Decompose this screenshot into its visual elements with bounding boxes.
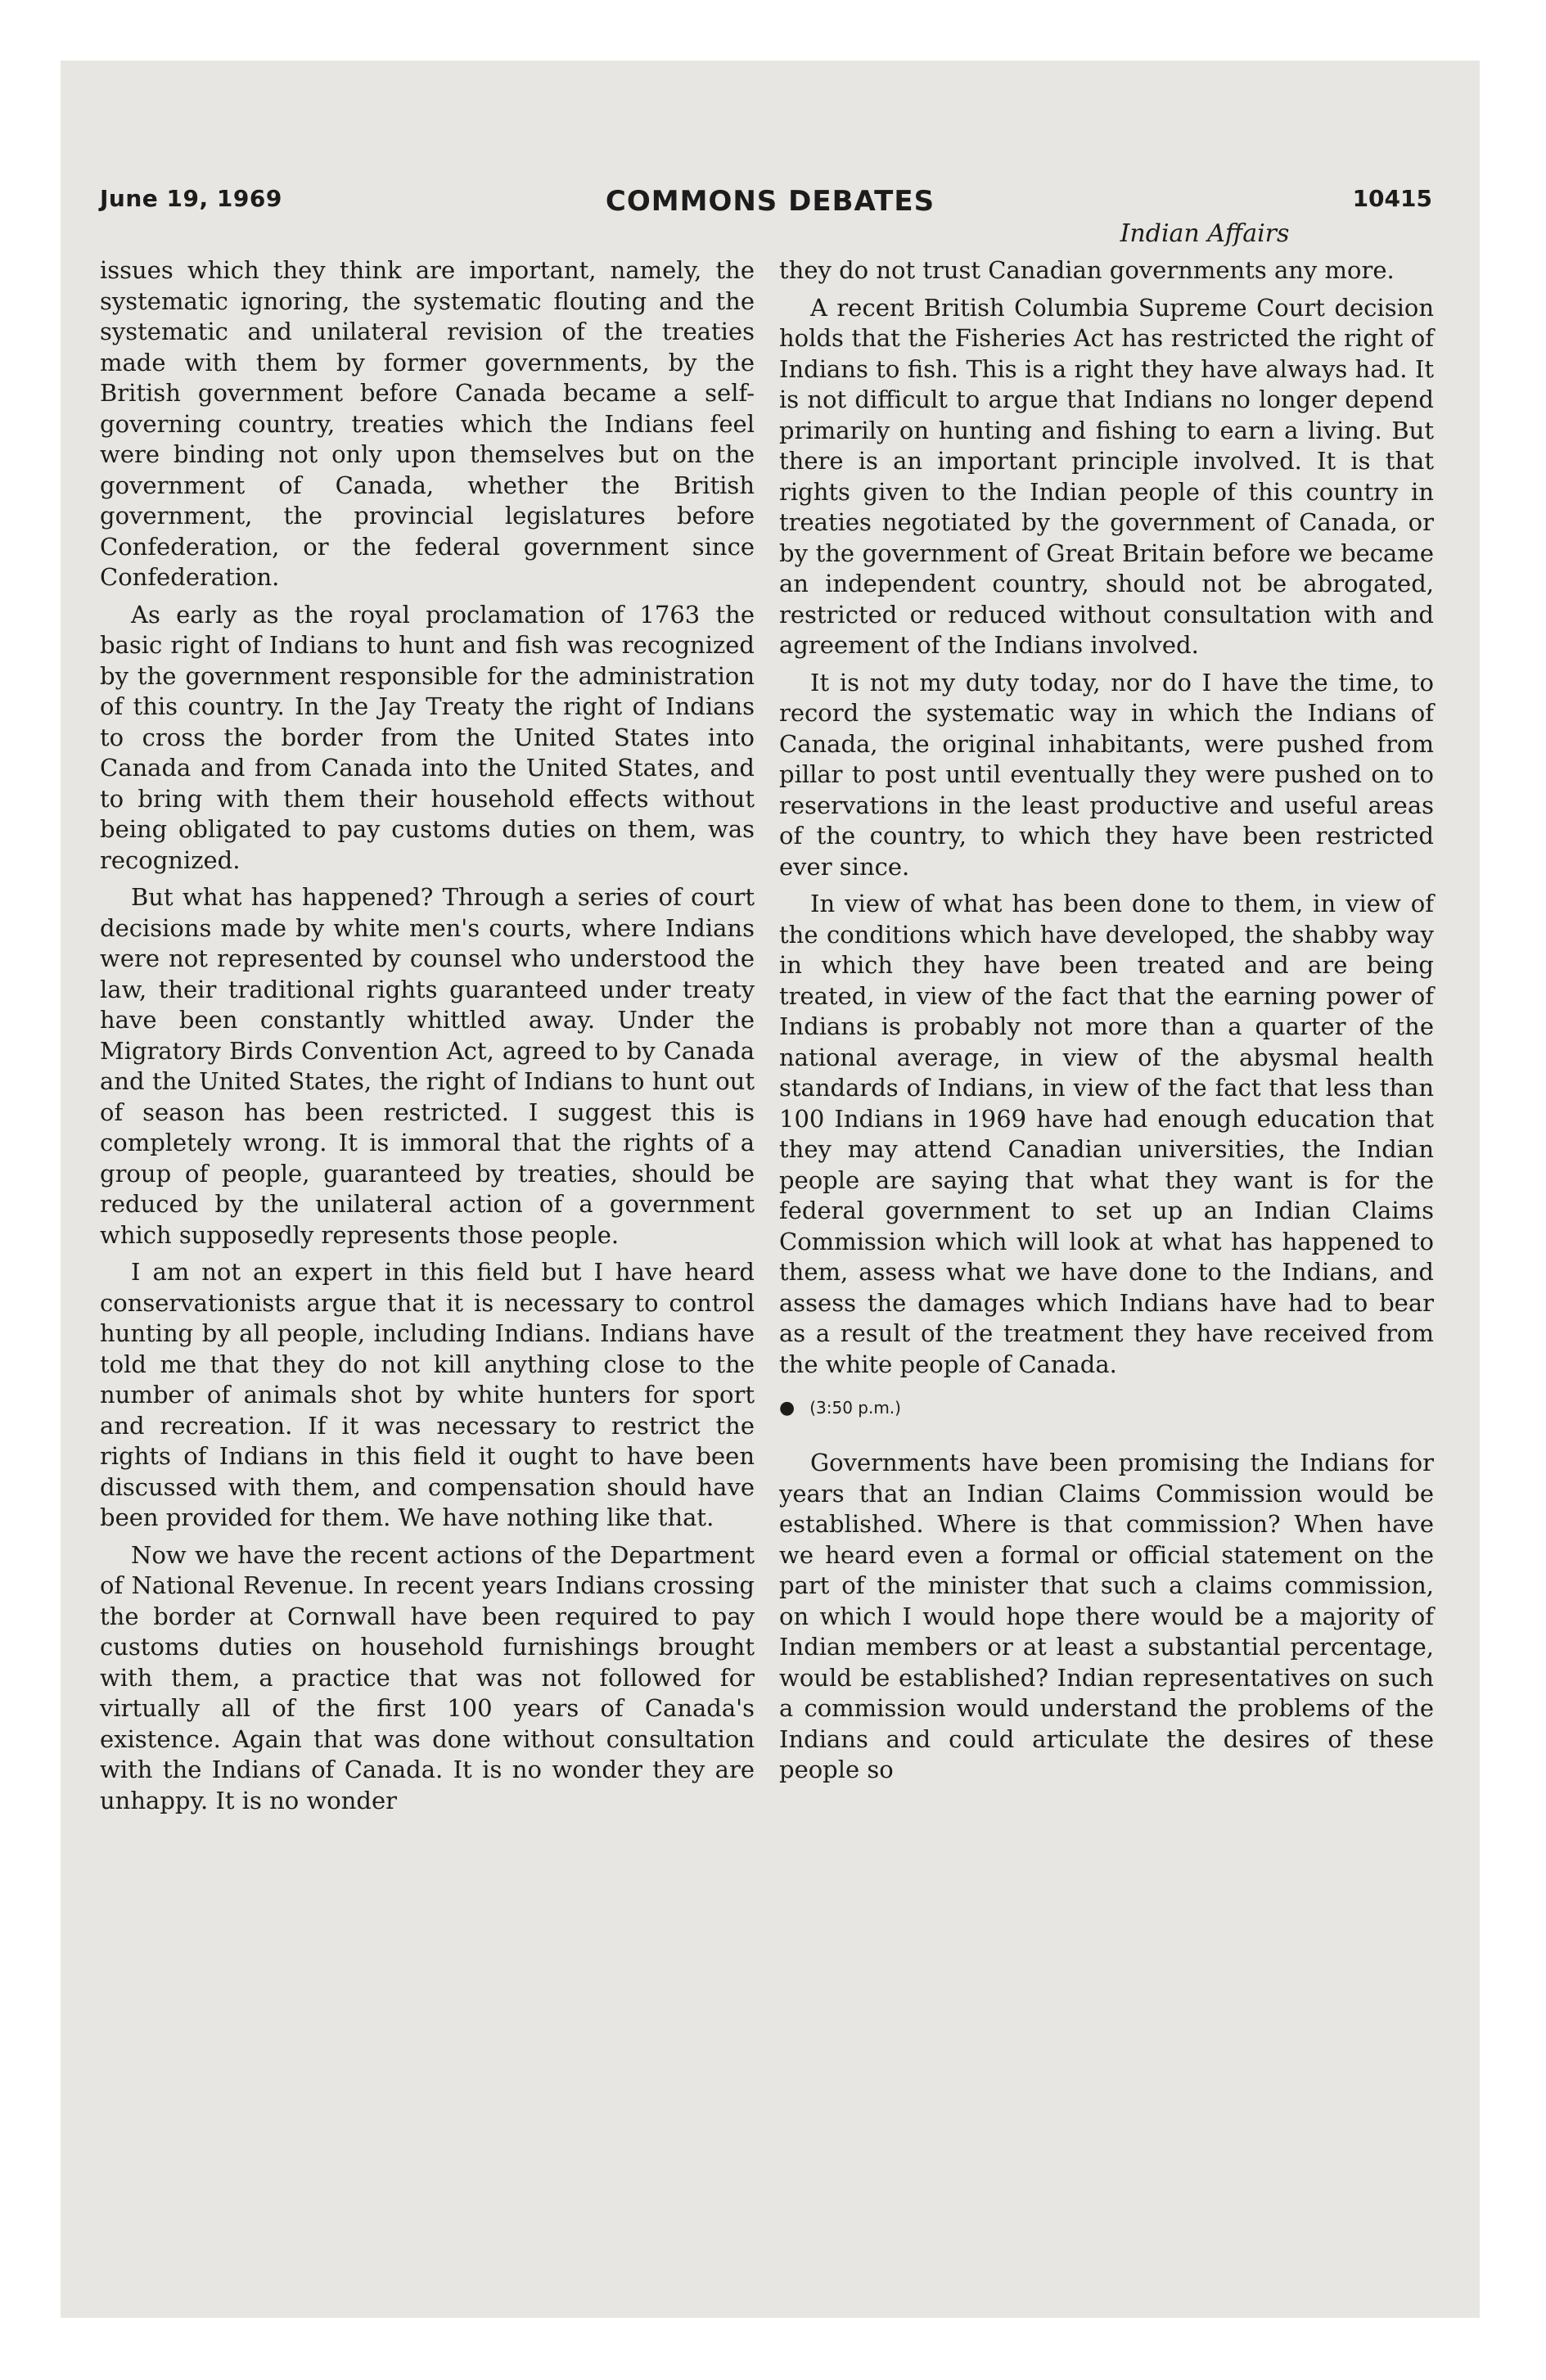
left-column [100, 255, 755, 1823]
header-title: COMMONS DEBATES [605, 185, 935, 218]
paragraph: issues which they think are important, namely, the systematic ignoring, the systematic flouting and the systematic and unilateral revision of the treaties made with them by former governments, by the British government before Canada became a self-governing country, treaties which the Indians feel were binding not only upon themselves but on the government of Canada, whether the British government, the provincial legislatures before Confederation, or the federal government since Confederation. [100, 256, 755, 591]
page-sheet [61, 61, 1480, 2318]
header-page-number: 10415 [1352, 185, 1432, 212]
paragraph: Now we have the recent actions of the Department of National Revenue. In recent years Indians crossing the border at Cornwall have been required to pay customs duties on household furnishings brought with them, a practice that was not followed for virtually all of the first 100 years of Canada's existence. Again that was done without consultation with the Indians of Canada. It is no wonder they are unhappy. It is no wonder [100, 1540, 755, 1814]
paragraph: As early as the royal proclamation of 1763 the basic right of Indians to hunt and fish was recognized by the government responsible for the administration of this country. In the Jay Treaty the right of Indians to cross the border from the United States into Canada and from Canada into the United States, and to bring with them their household effects without being obligated to pay customs duties on them, was recognized. [100, 600, 755, 874]
bullet-icon: ● [779, 1398, 796, 1418]
section-subject: Indian Affairs [1120, 219, 1290, 248]
paragraph: In view of what has been done to them, in view of the conditions which have developed, the shabby way in which they have been treated and are being treated, in view of the fact that the earning power of Indians is probably not more than a quarter of the national average, in view of the abysmal health standards of Indians, in view of the fact that less than 100 Indians in 1969 have had enough education that they may attend Canadian universities, the Indian people are saying that what they want is for the federal government to set up an Indian Claims Commission which will look at what has happened to them, assess what we have done to the Indians, and assess the damages which Indians have had to bear as a result of the treatment they have received from the white people of Canada. [779, 890, 1434, 1378]
paragraph: they do not trust Canadian governments any more. [779, 256, 1395, 284]
timestamp [779, 1396, 1434, 1420]
right-column [779, 255, 1434, 1792]
paragraph: It is not my duty today, nor do I have the time, to record the systematic way in which the Indians of Canada, the original inhabitants, were pushed from pillar to post until eventually they were pushed on to reservations in the least productive and useful areas of the country, to which they have been restricted ever since. [779, 668, 1434, 881]
paragraph: I am not an expert in this field but I have heard conservationists argue that it is necessary to control hunting by all people, including Indians. Indians have told me that they do not kill anything close to the number of animals shot by white hunters for sport and recreation. If it was necessary to restrict the rights of Indians in this field it ought to have been discussed with them, and compensation should have been provided for them. We have nothing like that. [100, 1258, 755, 1531]
page-header [100, 185, 1440, 224]
timestamp-text: (3:50 p.m.) [809, 1398, 901, 1418]
paragraph: But what has happened? Through a series of court decisions made by white men's courts, where Indians were not represented by counsel who understood the law, their traditional rights guaranteed under treaty have been constantly whittled away. Under the Migratory Birds Convention Act, agreed to by Canada and the United States, the right of Indians to hunt out of season has been restricted. I suggest this is completely wrong. It is immoral that the rights of a group of people, guaranteed by treaties, should be reduced by the unilateral action of a government which supposedly represents those people. [100, 883, 755, 1249]
header-date: June 19, 1969 [100, 185, 282, 212]
paragraph: Governments have been promising the Indians for years that an Indian Claims Commission would be established. Where is that commission? When have we heard even a formal or official statement on the part of the minister that such a claims commission, on which I would hope there would be a majority of Indian members or at least a substantial percentage, would be established? Indian representatives on such a commission would understand the problems of the Indians and could articulate the desires of these people so [779, 1449, 1434, 1783]
paragraph: A recent British Columbia Supreme Court decision holds that the Fisheries Act has restricted the right of Indians to fish. This is a right they have always had. It is not difficult to argue that Indians no longer depend primarily on hunting and fishing to earn a living. But there is an important principle involved. It is that rights given to the Indian people of this country in treaties negotiated by the government of Canada, or by the government of Great Britain before we became an independent country, should not be abrogated, restricted or reduced without consultation with and agreement of the Indians involved. [779, 293, 1434, 659]
